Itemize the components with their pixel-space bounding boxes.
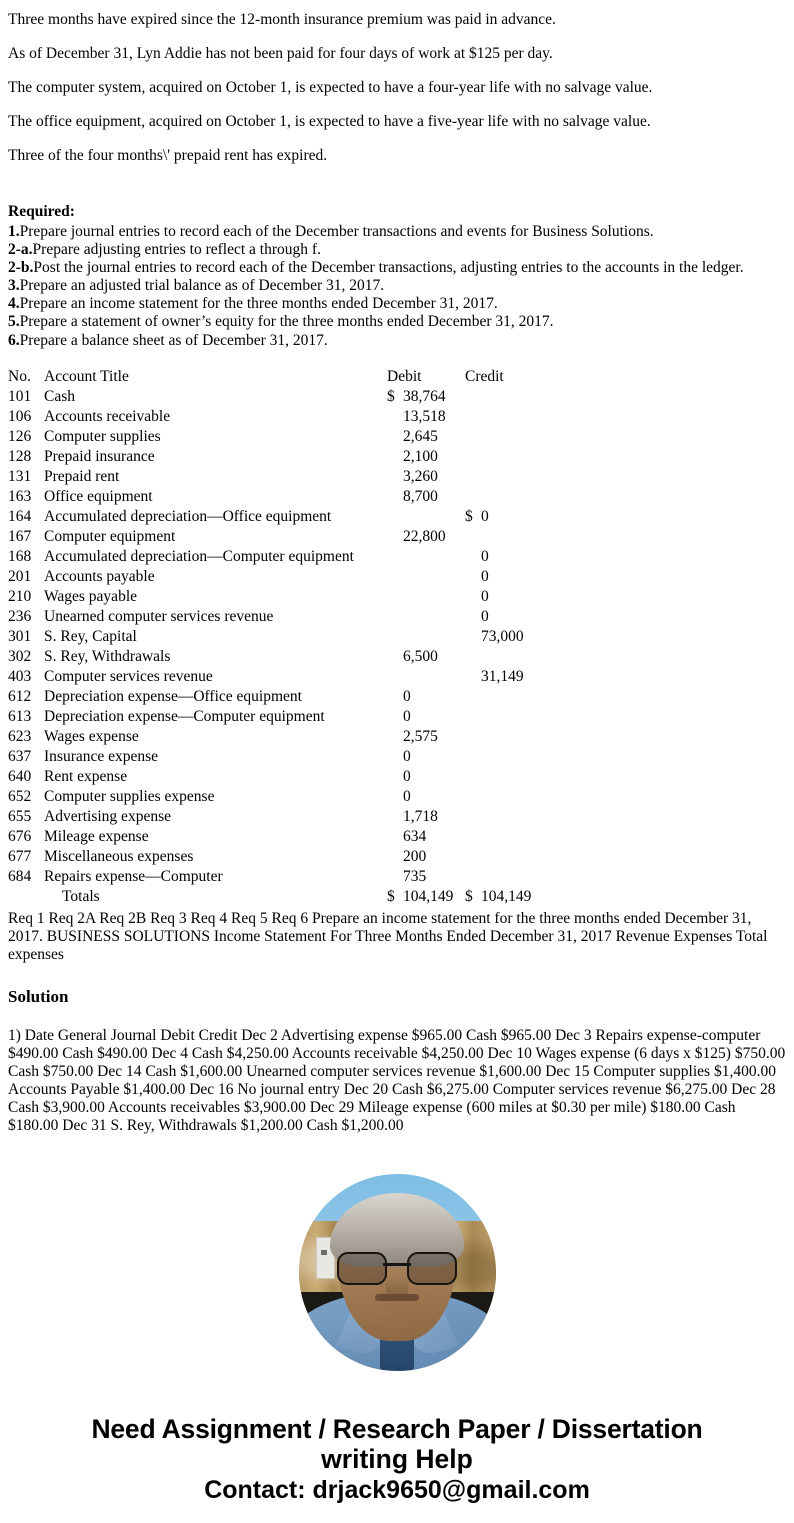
cell-account-title: Computer services revenue — [44, 667, 213, 685]
table-row — [8, 447, 537, 467]
required-item-number: 3. — [8, 277, 20, 295]
cell-debit-symbol — [387, 447, 403, 467]
cell-account-no: 302 — [8, 647, 32, 665]
cell-debit-symbol — [387, 687, 403, 707]
table-row — [8, 627, 537, 647]
cell-credit-symbol — [465, 387, 481, 407]
required-item-text: Prepare adjusting entries to reflect a through f. — [32, 241, 321, 259]
cell-account-title: Accounts payable — [44, 567, 155, 585]
cell-debit-value: 38,764 — [403, 387, 446, 405]
cell-debit-symbol — [387, 567, 403, 587]
cell-debit-symbol — [387, 607, 403, 627]
cell-debit-symbol — [387, 467, 403, 487]
cell-account-title: Wages payable — [44, 587, 137, 605]
req-tabs-paragraph: Req 1 Req 2A Req 2B Req 3 Req 4 Req 5 Req 6 Prepare an income statement for the three months ended December 31, 2017. BUSINESS SOLUTIONS Income Statement For Three Months Ended December 31, 2017 Revenue Expenses Total expenses — [8, 909, 768, 963]
cell-debit-symbol — [387, 507, 403, 527]
cell-debit-symbol — [387, 847, 403, 867]
cell-account-no: 684 — [8, 867, 32, 885]
cell-credit-symbol — [465, 647, 481, 667]
cell-credit-value — [481, 407, 537, 427]
cell-account-no: 201 — [8, 567, 32, 585]
cell-credit-symbol — [465, 407, 481, 427]
cell-debit-value: 6,500 — [403, 647, 438, 665]
cell-account-no: 403 — [8, 667, 32, 685]
cell-credit-symbol — [465, 827, 481, 847]
required-item — [8, 223, 786, 241]
cell-account-no: 131 — [8, 467, 32, 485]
table-row — [8, 847, 537, 867]
cell-account-title: Unearned computer services revenue — [44, 607, 274, 625]
required-item-number: 2-a. — [8, 241, 33, 259]
cell-credit-symbol — [465, 467, 481, 487]
cell-account-title: S. Rey, Withdrawals — [44, 647, 171, 665]
cell-account-title: Depreciation expense—Office equipment — [44, 687, 302, 705]
intro-line: Three of the four months\' prepaid rent has expired. — [8, 147, 328, 164]
column-header-title: Account Title — [44, 367, 129, 385]
cell-account-no — [8, 887, 44, 907]
trial-balance-body — [8, 387, 537, 907]
footer-line-1: Need Assignment / Research Paper / Dissertation — [91, 1413, 703, 1444]
required-item — [8, 313, 786, 331]
cell-credit-value — [481, 807, 537, 827]
cell-credit-value — [481, 467, 537, 487]
cell-account-no: 676 — [8, 827, 32, 845]
cell-credit-symbol — [465, 427, 481, 447]
cell-credit-symbol — [465, 567, 481, 587]
cell-account-title: Accumulated depreciation—Office equipment — [44, 507, 332, 525]
cell-account-no: 612 — [8, 687, 32, 705]
avatar-container — [8, 1136, 786, 1371]
cell-debit-value — [403, 567, 465, 587]
cell-account-title: Advertising expense — [44, 807, 171, 825]
cell-debit-value — [403, 667, 465, 687]
cell-credit-value — [481, 487, 537, 507]
cell-credit-value: 0 — [481, 547, 489, 565]
cell-credit-symbol — [465, 527, 481, 547]
cell-debit-value — [403, 607, 465, 627]
cell-credit-value: 0 — [481, 587, 489, 605]
cell-credit-value — [481, 447, 537, 467]
cell-debit-symbol — [387, 827, 403, 847]
cell-debit-symbol: $ — [387, 387, 395, 405]
cell-debit-value: 0 — [403, 787, 411, 805]
cell-account-no: 128 — [8, 447, 32, 465]
cell-credit-symbol — [465, 727, 481, 747]
cell-account-no: 652 — [8, 787, 32, 805]
table-row — [8, 467, 537, 487]
cell-account-title: Computer supplies — [44, 427, 161, 445]
cell-credit-value — [481, 867, 537, 887]
table-row — [8, 507, 537, 527]
cell-account-no: 101 — [8, 387, 32, 405]
cell-debit-value: 2,645 — [403, 427, 438, 445]
cell-debit-symbol — [387, 527, 403, 547]
cell-debit-symbol — [387, 707, 403, 727]
cell-debit-symbol — [387, 627, 403, 647]
cell-credit-symbol: $ — [465, 507, 473, 525]
cell-account-no: 623 — [8, 727, 32, 745]
table-row — [8, 487, 537, 507]
trial-balance-table — [8, 367, 537, 907]
cell-credit-symbol — [465, 687, 481, 707]
cell-account-title: Rent expense — [44, 767, 128, 785]
cell-account-no: 106 — [8, 407, 32, 425]
cell-account-title: Cash — [44, 387, 75, 405]
cell-debit-value — [403, 627, 465, 647]
cell-credit-value — [481, 827, 537, 847]
cell-debit-value: 0 — [403, 747, 411, 765]
cell-account-title: S. Rey, Capital — [44, 627, 137, 645]
cell-debit-value — [403, 587, 465, 607]
table-row — [8, 587, 537, 607]
cell-account-title: Insurance expense — [44, 747, 159, 765]
required-item-number: 1. — [8, 223, 20, 240]
cell-credit-symbol — [465, 667, 481, 687]
cell-debit-symbol — [387, 787, 403, 807]
cell-account-no: 163 — [8, 487, 32, 505]
table-row — [8, 867, 537, 887]
table-row — [8, 807, 537, 827]
cell-credit-symbol — [465, 447, 481, 467]
required-item-number: 2-b. — [8, 259, 34, 277]
cell-credit-value: 0 — [481, 507, 489, 525]
cell-debit-value: 22,800 — [403, 527, 446, 545]
required-item-number: 5. — [8, 313, 20, 331]
cell-debit-value: 200 — [403, 847, 427, 865]
cell-credit-symbol — [465, 807, 481, 827]
cell-account-no: 637 — [8, 747, 32, 765]
table-row — [8, 427, 537, 447]
cell-debit-symbol — [387, 427, 403, 447]
required-item-number: 6. — [8, 331, 20, 349]
cell-credit-value — [481, 427, 537, 447]
cell-debit-value: 0 — [403, 767, 411, 785]
cell-debit-value — [403, 507, 465, 527]
required-item — [8, 332, 786, 350]
intro-line: The office equipment, acquired on October 1, is expected to have a five-year life with no salvage value. — [8, 113, 651, 130]
cell-credit-symbol — [465, 707, 481, 727]
cell-account-no: 167 — [8, 527, 32, 545]
cell-debit-symbol — [387, 867, 403, 887]
table-row — [8, 607, 537, 627]
cell-account-title: Prepaid rent — [44, 467, 120, 485]
cell-debit-value: 0 — [403, 687, 411, 705]
cell-debit-value: 634 — [403, 827, 427, 845]
cell-account-no: 168 — [8, 547, 32, 565]
cell-account-no: 301 — [8, 627, 32, 645]
cell-credit-value — [481, 767, 537, 787]
required-item-text: Post the journal entries to record each of the December transactions, adjusting entries to the accounts in the ledger. — [33, 259, 744, 277]
cell-credit-value: 31,149 — [481, 667, 524, 685]
cell-credit-value — [481, 787, 537, 807]
cell-credit-value — [481, 847, 537, 867]
intro-line: Three months have expired since the 12-month insurance premium was paid in advance. — [8, 11, 556, 28]
table-row — [8, 787, 537, 807]
cell-credit-value — [481, 687, 537, 707]
cell-account-title: Mileage expense — [44, 827, 149, 845]
cell-debit-value: 3,260 — [403, 467, 438, 485]
avatar — [299, 1174, 496, 1371]
cell-credit-symbol — [465, 847, 481, 867]
cell-credit-value — [481, 747, 537, 767]
cell-totals-debit-symbol: $ — [387, 887, 395, 905]
cell-account-no: 640 — [8, 767, 32, 785]
table-totals-row — [8, 887, 537, 907]
cell-account-title: Depreciation expense—Computer equipment — [44, 707, 325, 725]
required-item — [8, 259, 786, 277]
cell-account-title: Repairs expense—Computer — [44, 867, 223, 885]
cell-account-title: Wages expense — [44, 727, 139, 745]
cell-account-no: 164 — [8, 507, 32, 525]
intro-paragraphs — [8, 0, 786, 173]
cell-debit-symbol — [387, 407, 403, 427]
required-item-text: Prepare a statement of owner’s equity for the three months ended December 31, 2017. — [19, 313, 554, 331]
footer-promo — [8, 1371, 786, 1506]
cell-credit-symbol — [465, 747, 481, 767]
required-item — [8, 295, 786, 313]
column-header-debit: Debit — [387, 367, 422, 385]
cell-debit-symbol — [387, 727, 403, 747]
cell-account-no: 677 — [8, 847, 32, 865]
cell-debit-value: 13,518 — [403, 407, 446, 425]
intro-line: As of December 31, Lyn Addie has not been paid for four days of work at $125 per day. — [8, 45, 553, 62]
required-item-text: Prepare an income statement for the three months ended December 31, 2017. — [19, 295, 498, 313]
solution-heading: Solution — [8, 986, 69, 1006]
cell-debit-symbol — [387, 747, 403, 767]
cell-credit-value — [481, 647, 537, 667]
cell-account-title: Computer equipment — [44, 527, 176, 545]
cell-debit-value: 735 — [403, 867, 427, 885]
cell-credit-symbol — [465, 547, 481, 567]
cell-credit-symbol — [465, 767, 481, 787]
cell-debit-symbol — [387, 487, 403, 507]
cell-account-title: Miscellaneous expenses — [44, 847, 194, 865]
cell-account-title: Accumulated depreciation—Computer equipment — [44, 547, 354, 565]
cell-totals-debit-value: 104,149 — [403, 887, 454, 905]
cell-account-title: Prepaid insurance — [44, 447, 155, 465]
table-row — [8, 827, 537, 847]
cell-credit-value — [481, 527, 537, 547]
cell-credit-value: 0 — [481, 567, 489, 585]
avatar-mouth — [375, 1294, 419, 1301]
table-row — [8, 707, 537, 727]
table-row — [8, 407, 537, 427]
cell-totals-credit-symbol: $ — [465, 887, 473, 905]
table-row — [8, 747, 537, 767]
footer-line-2: writing Help — [321, 1443, 473, 1474]
trial-balance-table-wrapper — [8, 367, 786, 907]
table-row — [8, 687, 537, 707]
cell-credit-value — [481, 387, 537, 407]
table-row — [8, 767, 537, 787]
cell-credit-symbol — [465, 487, 481, 507]
cell-account-no: 210 — [8, 587, 32, 605]
cell-account-title: Accounts receivable — [44, 407, 171, 425]
table-row — [8, 727, 537, 747]
cell-credit-value — [481, 727, 537, 747]
cell-debit-symbol — [387, 587, 403, 607]
required-item-number: 4. — [8, 295, 20, 313]
cell-account-title: Computer supplies expense — [44, 787, 215, 805]
footer-contact: Contact: drjack9650@gmail.com — [204, 1475, 590, 1504]
cell-credit-symbol — [465, 627, 481, 647]
cell-debit-symbol — [387, 647, 403, 667]
table-row — [8, 567, 537, 587]
table-row — [8, 667, 537, 687]
solution-body: 1) Date General Journal Debit Credit Dec 2 Advertising expense $965.00 Cash $965.00 Dec 3 Repairs expense-computer $490.00 Cash $490.00 Dec 4 Cash $4,250.00 Accounts receivable $4,250.00 Dec 10 Wages expense (6 days x $125) $750.00 Cash $750.00 Dec 14 Cash $1,600.00 Unearned computer services revenue $1,600.00 Dec 15 Computer supplies $1,400.00 Accounts Payable $1,400.00 Dec 16 No journal entry Dec 20 Cash $6,275.00 Computer services revenue $6,275.00 Dec 28 Cash $3,900.00 Accounts receivables $3,900.00 Dec 29 Mileage expense (600 miles at $0.30 per mile) $180.00 Cash $180.00 Dec 31 S. Rey, Withdrawals $1,200.00 Cash $1,200.00 — [8, 1026, 786, 1135]
cell-account-title: Office equipment — [44, 487, 153, 505]
cell-account-no: 613 — [8, 707, 32, 725]
cell-credit-symbol — [465, 587, 481, 607]
cell-account-no: 126 — [8, 427, 32, 445]
cell-debit-symbol — [387, 807, 403, 827]
required-section — [8, 200, 786, 350]
table-row — [8, 527, 537, 547]
required-heading: Required: — [8, 203, 75, 220]
cell-totals-label: Totals — [62, 887, 100, 905]
cell-credit-value: 73,000 — [481, 627, 524, 645]
cell-debit-value: 2,100 — [403, 447, 438, 465]
table-row — [8, 547, 537, 567]
glasses-icon — [337, 1252, 457, 1282]
cell-debit-value: 1,718 — [403, 807, 438, 825]
cell-account-no: 236 — [8, 607, 32, 625]
avatar-lens-left — [337, 1252, 387, 1285]
column-header-credit: Credit — [465, 367, 504, 385]
required-item-text: Prepare a balance sheet as of December 31, 2017. — [19, 331, 328, 349]
required-item — [8, 241, 786, 259]
cell-credit-symbol — [465, 787, 481, 807]
cell-debit-symbol — [387, 667, 403, 687]
intro-line: The computer system, acquired on October 1, is expected to have a four-year life with no salvage value. — [8, 79, 653, 96]
table-header-row — [8, 367, 537, 387]
cell-debit-value — [403, 547, 465, 567]
table-row — [8, 387, 537, 407]
cell-credit-symbol — [465, 867, 481, 887]
cell-debit-value: 8,700 — [403, 487, 438, 505]
cell-account-no: 655 — [8, 807, 32, 825]
table-row — [8, 647, 537, 667]
cell-debit-symbol — [387, 547, 403, 567]
cell-totals-credit-value: 104,149 — [481, 887, 532, 905]
cell-debit-value: 2,575 — [403, 727, 438, 745]
required-item-text: Prepare an adjusted trial balance as of December 31, 2017. — [19, 277, 385, 295]
cell-debit-value: 0 — [403, 707, 411, 725]
column-header-no: No. — [8, 367, 31, 385]
cell-debit-symbol — [387, 767, 403, 787]
cell-credit-value — [481, 707, 537, 727]
required-item-text: Prepare journal entries to record each of the December transactions and events for Business Solutions. — [19, 223, 654, 240]
cell-credit-symbol — [465, 607, 481, 627]
avatar-lens-right — [407, 1252, 457, 1285]
cell-credit-value: 0 — [481, 607, 489, 625]
required-item — [8, 277, 786, 295]
